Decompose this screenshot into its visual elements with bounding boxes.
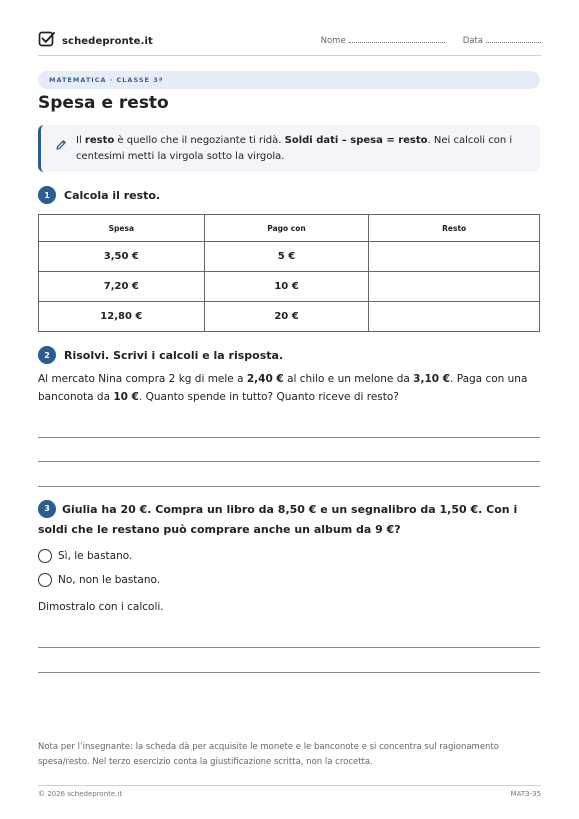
exercise-1-number: 1 xyxy=(38,186,56,204)
copyright: © 2026 schedepronte.it xyxy=(38,790,123,798)
table-header-row xyxy=(39,215,540,242)
brand xyxy=(38,30,153,52)
brand-name: schedepronte.it xyxy=(62,35,153,47)
change-table xyxy=(38,214,540,332)
problem-text-4: . Quanto spende in tutto? Quanto riceve di resto? xyxy=(138,391,399,403)
page-header xyxy=(38,30,541,52)
teacher-note: Nota per l’insegnante: la scheda dà per acquisite le monete e le banconote e si concentra sul ragionamento spesa/resto. Nel terzo esercizio conta la giustificazione scritta, non la crocetta. xyxy=(38,742,499,767)
problem-text-3: . Paga con una banconota da xyxy=(38,373,528,403)
problem-text-2: al chilo e un melone da xyxy=(283,373,414,385)
exercise-2-number: 2 xyxy=(38,346,56,364)
note-bold-resto: resto xyxy=(84,135,115,146)
exercise-1-title: Calcola il resto. xyxy=(64,188,161,202)
name-field[interactable] xyxy=(321,36,445,46)
table-row xyxy=(39,242,540,272)
exercise-3-prove: Dimostralo con i calcoli. xyxy=(38,601,164,613)
footer-divider xyxy=(38,785,541,786)
pencil-icon xyxy=(55,136,67,155)
option-no-label: No, non le bastano. xyxy=(58,574,161,586)
answer-line[interactable] xyxy=(38,672,540,673)
table-row xyxy=(39,272,540,302)
page-title: Spesa e resto xyxy=(38,93,169,113)
name-line xyxy=(349,41,445,43)
pago-con-cell: 5 € xyxy=(204,242,369,272)
note-text xyxy=(76,133,528,165)
answer-line[interactable] xyxy=(38,437,540,438)
table-row xyxy=(39,302,540,332)
exercise-3-title: Giulia ha 20 €. Compra un libro da 8,50 € e un segnalibro da 1,50 €. Con i soldi che le restano può comprare anche un album da 9 €? xyxy=(38,503,518,536)
radio-circle[interactable] xyxy=(38,549,52,563)
exercise-1-heading xyxy=(38,186,160,204)
problem-price-melone: 3,10 € xyxy=(413,373,451,385)
column-header-pago-con: Pago con xyxy=(204,215,369,242)
worksheet-code: MAT3-35 xyxy=(510,790,541,798)
column-header-spesa: Spesa xyxy=(39,215,205,242)
answer-line[interactable] xyxy=(38,486,540,487)
date-field[interactable] xyxy=(463,36,541,46)
header-divider xyxy=(38,55,541,56)
option-yes[interactable] xyxy=(38,549,132,563)
note-bold-formula: Soldi dati – spesa = resto xyxy=(284,135,428,146)
resto-answer-cell[interactable] xyxy=(369,242,540,272)
spesa-cell: 3,50 € xyxy=(39,242,205,272)
exercise-2-title: Risolvi. Scrivi i calcoli e la risposta. xyxy=(64,348,284,362)
problem-price-mele: 2,40 € xyxy=(246,373,284,385)
radio-circle[interactable] xyxy=(38,573,52,587)
note-text-1: Il xyxy=(76,135,85,146)
column-header-resto: Resto xyxy=(369,215,540,242)
problem-text-1: Al mercato Nina compra 2 kg di mele a xyxy=(38,373,247,385)
note-text-3: . Nei calcoli con i centesimi metti la virgola sotto la virgola. xyxy=(76,135,513,162)
name-label: Nome xyxy=(320,36,346,46)
answer-line[interactable] xyxy=(38,647,540,648)
spesa-cell: 12,80 € xyxy=(39,302,205,332)
exercise-3-heading xyxy=(38,500,538,540)
resto-answer-cell[interactable] xyxy=(369,302,540,332)
pago-con-cell: 10 € xyxy=(204,272,369,302)
problem-banconota: 10 € xyxy=(113,391,139,403)
subject-tag: MATEMATICA · CLASSE 3ª xyxy=(38,71,540,89)
pago-con-cell: 20 € xyxy=(204,302,369,332)
page-footer xyxy=(38,790,541,798)
answer-line[interactable] xyxy=(38,461,540,462)
date-label: Data xyxy=(462,36,483,46)
exercise-2-heading xyxy=(38,346,283,364)
note-text-2: è quello che il negoziante ti ridà. xyxy=(114,135,285,146)
option-no[interactable] xyxy=(38,573,160,587)
exercise-3-number: 3 xyxy=(38,500,56,518)
exercise-2-problem xyxy=(38,370,543,406)
date-line xyxy=(486,41,541,43)
spesa-cell: 7,20 € xyxy=(39,272,205,302)
option-yes-label: Sì, le bastano. xyxy=(58,550,133,562)
info-note xyxy=(38,125,540,172)
checkbox-logo-icon xyxy=(38,30,56,52)
resto-answer-cell[interactable] xyxy=(369,272,540,302)
